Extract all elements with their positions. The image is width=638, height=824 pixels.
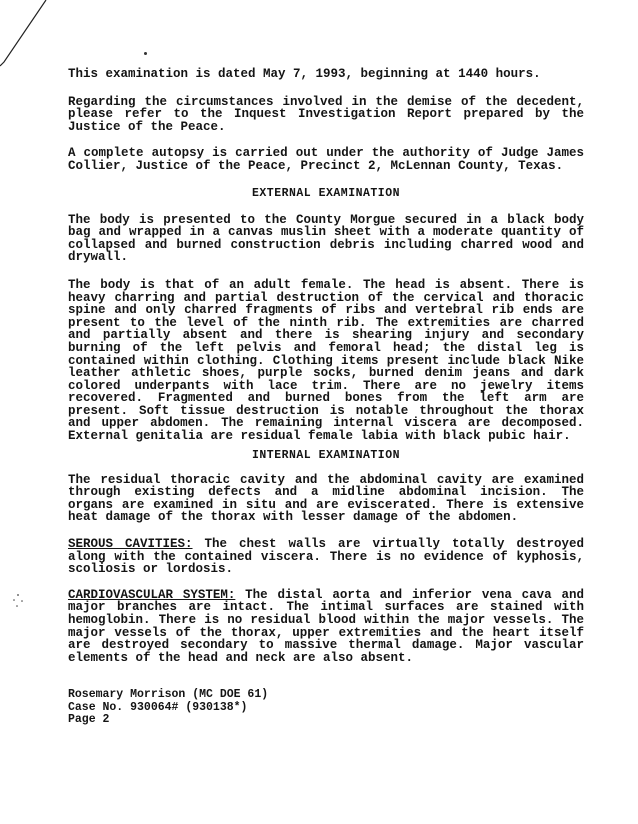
external-paragraph-1: The body is presented to the County Morgue secured in a black body bag and wrapped in a canvas muslin sheet with a moderate quantity of collapsed and burned construction debris including charred wood and drywall. (68, 212, 584, 265)
page-footer (68, 689, 584, 727)
footer-page-number: Page 2 (68, 713, 110, 727)
external-paragraph-2: The body is that of an adult female. The head is absent. There is heavy charring and partial destruction of the cervical and thoracic spine and only charred fragments of ribs and vertebral rib ends are present to the level of the ninth rib. The extremities are charred and partially absent and there is shearing injury and secondary burning of the left pelvis and femoral head; the distal leg is contained within clothing. Clothing items present include black Nike leather athletic shoes, purple socks, burned denim jeans and dark colored underpants with lace trim. There are no jewelry items recovered. Fragmented and burned bones from the left arm are present. Soft tissue destruction is notable throughout the thorax and upper abdomen. The remaining internal viscera are decomposed. External genitalia are residual female labia with black pubic hair. (68, 277, 584, 444)
serous-cavities-text: The chest walls are virtually totally destroyed along with the contained viscera. There is no evidence of kyphosis, scoliosis or lordosis. (68, 537, 584, 577)
cardiovascular-text: The distal aorta and inferior vena cava and major branches are intact. The intimal surfaces are stained with hemoglobin. There is no residual blood within the major vessels. The major vessels of the thorax, upper extremities and the heart itself are destroyed secondary to massive thermal damage. Major vascular elements of the head and neck are also absent. (68, 587, 584, 665)
serous-cavities-label: SEROUS CAVITIES: (68, 537, 193, 552)
circumstances-paragraph: Regarding the circumstances involved in the demise of the decedent, please refer to the Inquest Investigation Report prepared by the Justice of the Peace. (68, 94, 584, 134)
document-body (68, 62, 584, 727)
footer-case-number: Case No. 930064# (930138*) (68, 700, 248, 714)
internal-examination-heading: INTERNAL EXAMINATION (251, 448, 401, 462)
cardiovascular-label: CARDIOVASCULAR SYSTEM: (68, 587, 236, 602)
scan-speckles (8, 592, 28, 612)
corner-fax-mark (0, 0, 60, 70)
footer-decedent-name: Rosemary Morrison (MC DOE 61) (68, 688, 269, 702)
stray-speck (144, 52, 147, 55)
serous-cavities-paragraph (68, 538, 584, 576)
cardiovascular-paragraph (68, 589, 584, 665)
exam-date-paragraph: This examination is dated May 7, 1993, beginning at 1440 hours. (68, 67, 541, 81)
external-examination-heading: EXTERNAL EXAMINATION (251, 186, 401, 200)
internal-paragraph-1: The residual thoracic cavity and the abdominal cavity are examined through existing defects and a midline abdominal incision. The organs are examined in situ and are eviscerated. There is extensive heat damage of the thorax with lesser damage of the abdomen. (68, 472, 584, 525)
autopsy-authority-paragraph: A complete autopsy is carried out under the authority of Judge James Collier, Justice of the Peace, Precinct 2, McLennan County, Texas. (68, 146, 584, 173)
